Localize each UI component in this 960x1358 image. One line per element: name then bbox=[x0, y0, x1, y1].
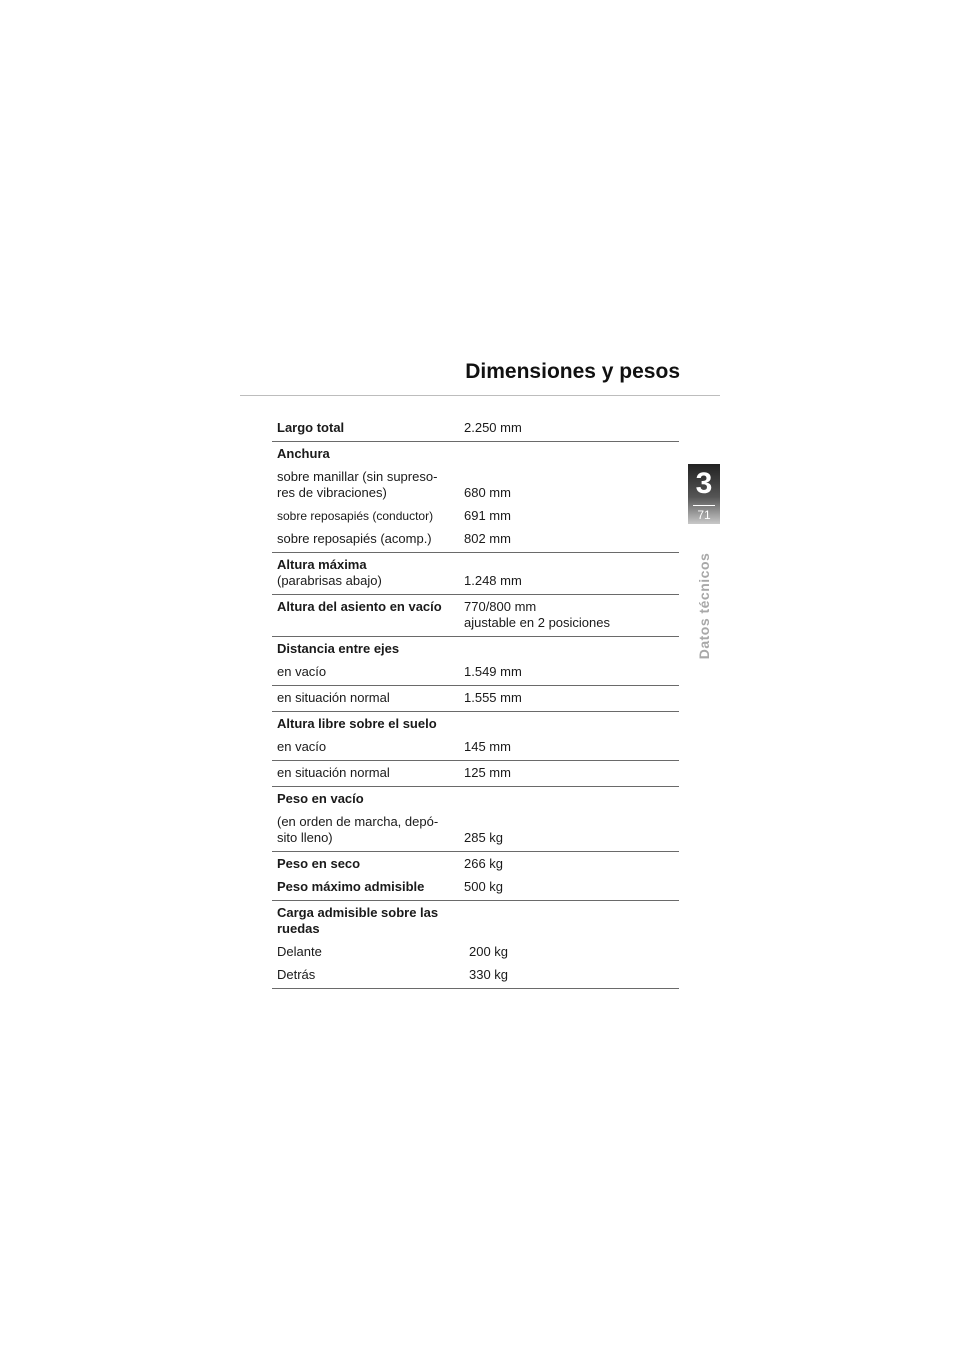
row-value-line: 770/800 mm bbox=[464, 599, 537, 614]
row-label: Delante bbox=[277, 944, 322, 959]
group-dist-normal bbox=[272, 686, 679, 712]
table-row bbox=[272, 940, 679, 963]
row-label-line: ruedas bbox=[277, 921, 320, 936]
specs-table bbox=[272, 416, 679, 989]
row-label: en vacío bbox=[277, 739, 327, 754]
row-value bbox=[464, 599, 679, 631]
table-row bbox=[272, 787, 679, 810]
table-row bbox=[272, 504, 679, 527]
chapter-number: 3 bbox=[695, 467, 713, 500]
row-label: Peso en seco bbox=[277, 856, 361, 871]
row-label bbox=[272, 557, 464, 589]
group-peso-vacio bbox=[272, 787, 679, 852]
row-label-line: res de vibraciones) bbox=[277, 485, 387, 500]
table-row bbox=[272, 901, 679, 940]
row-value: 1.555 mm bbox=[464, 690, 522, 705]
row-value: 125 mm bbox=[464, 765, 511, 780]
row-label: en situación normal bbox=[277, 765, 390, 780]
group-altura-libre bbox=[272, 712, 679, 761]
row-value: 330 kg bbox=[469, 967, 509, 982]
row-value: 2.250 mm bbox=[464, 420, 522, 435]
row-label: sobre reposapiés (conductor) bbox=[277, 509, 434, 523]
row-value: 266 kg bbox=[464, 856, 504, 871]
page-number-divider bbox=[693, 505, 715, 506]
row-label: en situación normal bbox=[277, 690, 390, 705]
table-row bbox=[272, 465, 679, 504]
group-carga-ruedas bbox=[272, 901, 679, 989]
row-label bbox=[272, 469, 464, 501]
table-row bbox=[272, 712, 679, 735]
title-divider bbox=[240, 395, 720, 396]
row-label-line: (en orden de marcha, depó- bbox=[277, 814, 439, 829]
table-row bbox=[272, 686, 679, 709]
table-row bbox=[272, 875, 679, 898]
row-label-line: (parabrisas abajo) bbox=[277, 573, 382, 588]
table-row bbox=[272, 735, 679, 758]
row-label bbox=[272, 905, 464, 937]
page-title: Dimensiones y pesos bbox=[465, 360, 680, 383]
row-label: en vacío bbox=[277, 664, 327, 679]
row-value: 1.549 mm bbox=[464, 664, 522, 679]
group-anchura bbox=[272, 442, 679, 553]
row-label: Anchura bbox=[277, 446, 330, 461]
row-value: 285 kg bbox=[464, 830, 504, 845]
group-largo-total bbox=[272, 416, 679, 442]
row-value-line: ajustable en 2 posiciones bbox=[464, 615, 610, 630]
table-row bbox=[272, 595, 679, 634]
group-distancia-ejes bbox=[272, 637, 679, 686]
row-label: Detrás bbox=[277, 967, 316, 982]
group-pesos bbox=[272, 852, 679, 901]
row-label-line: Carga admisible sobre las bbox=[277, 905, 439, 920]
row-value: 1.248 mm bbox=[464, 573, 522, 588]
row-label: Peso en vacío bbox=[277, 791, 364, 806]
row-label-line: sito lleno) bbox=[277, 830, 333, 845]
page-number: 71 bbox=[697, 508, 711, 522]
row-label: Peso máximo admisible bbox=[277, 879, 425, 894]
group-altura-asiento bbox=[272, 595, 679, 637]
table-row bbox=[272, 527, 679, 550]
row-value: 691 mm bbox=[464, 508, 511, 523]
table-row bbox=[272, 553, 679, 592]
group-altura-maxima bbox=[272, 553, 679, 595]
table-row bbox=[272, 416, 679, 439]
table-row bbox=[272, 810, 679, 849]
row-label: Largo total bbox=[277, 420, 345, 435]
row-value: 500 kg bbox=[464, 879, 504, 894]
row-label: Altura libre sobre el suelo bbox=[277, 716, 437, 731]
table-row bbox=[272, 442, 679, 465]
table-row bbox=[272, 761, 679, 784]
row-label: Altura del asiento en vacío bbox=[277, 599, 442, 614]
row-label: sobre reposapiés (acomp.) bbox=[277, 531, 432, 546]
row-value: 200 kg bbox=[469, 944, 509, 959]
group-libre-normal bbox=[272, 761, 679, 787]
row-label-line: Altura máxima bbox=[277, 557, 367, 572]
table-row bbox=[272, 660, 679, 683]
table-row bbox=[272, 852, 679, 875]
table-row bbox=[272, 963, 679, 986]
row-label bbox=[272, 814, 464, 846]
row-label-line: sobre manillar (sin supreso- bbox=[277, 469, 438, 484]
table-row bbox=[272, 637, 679, 660]
row-value: 802 mm bbox=[464, 531, 511, 546]
row-value: 680 mm bbox=[464, 485, 511, 500]
row-value: 145 mm bbox=[464, 739, 511, 754]
row-label: Distancia entre ejes bbox=[277, 641, 400, 656]
section-label: Datos técnicos bbox=[696, 552, 712, 660]
